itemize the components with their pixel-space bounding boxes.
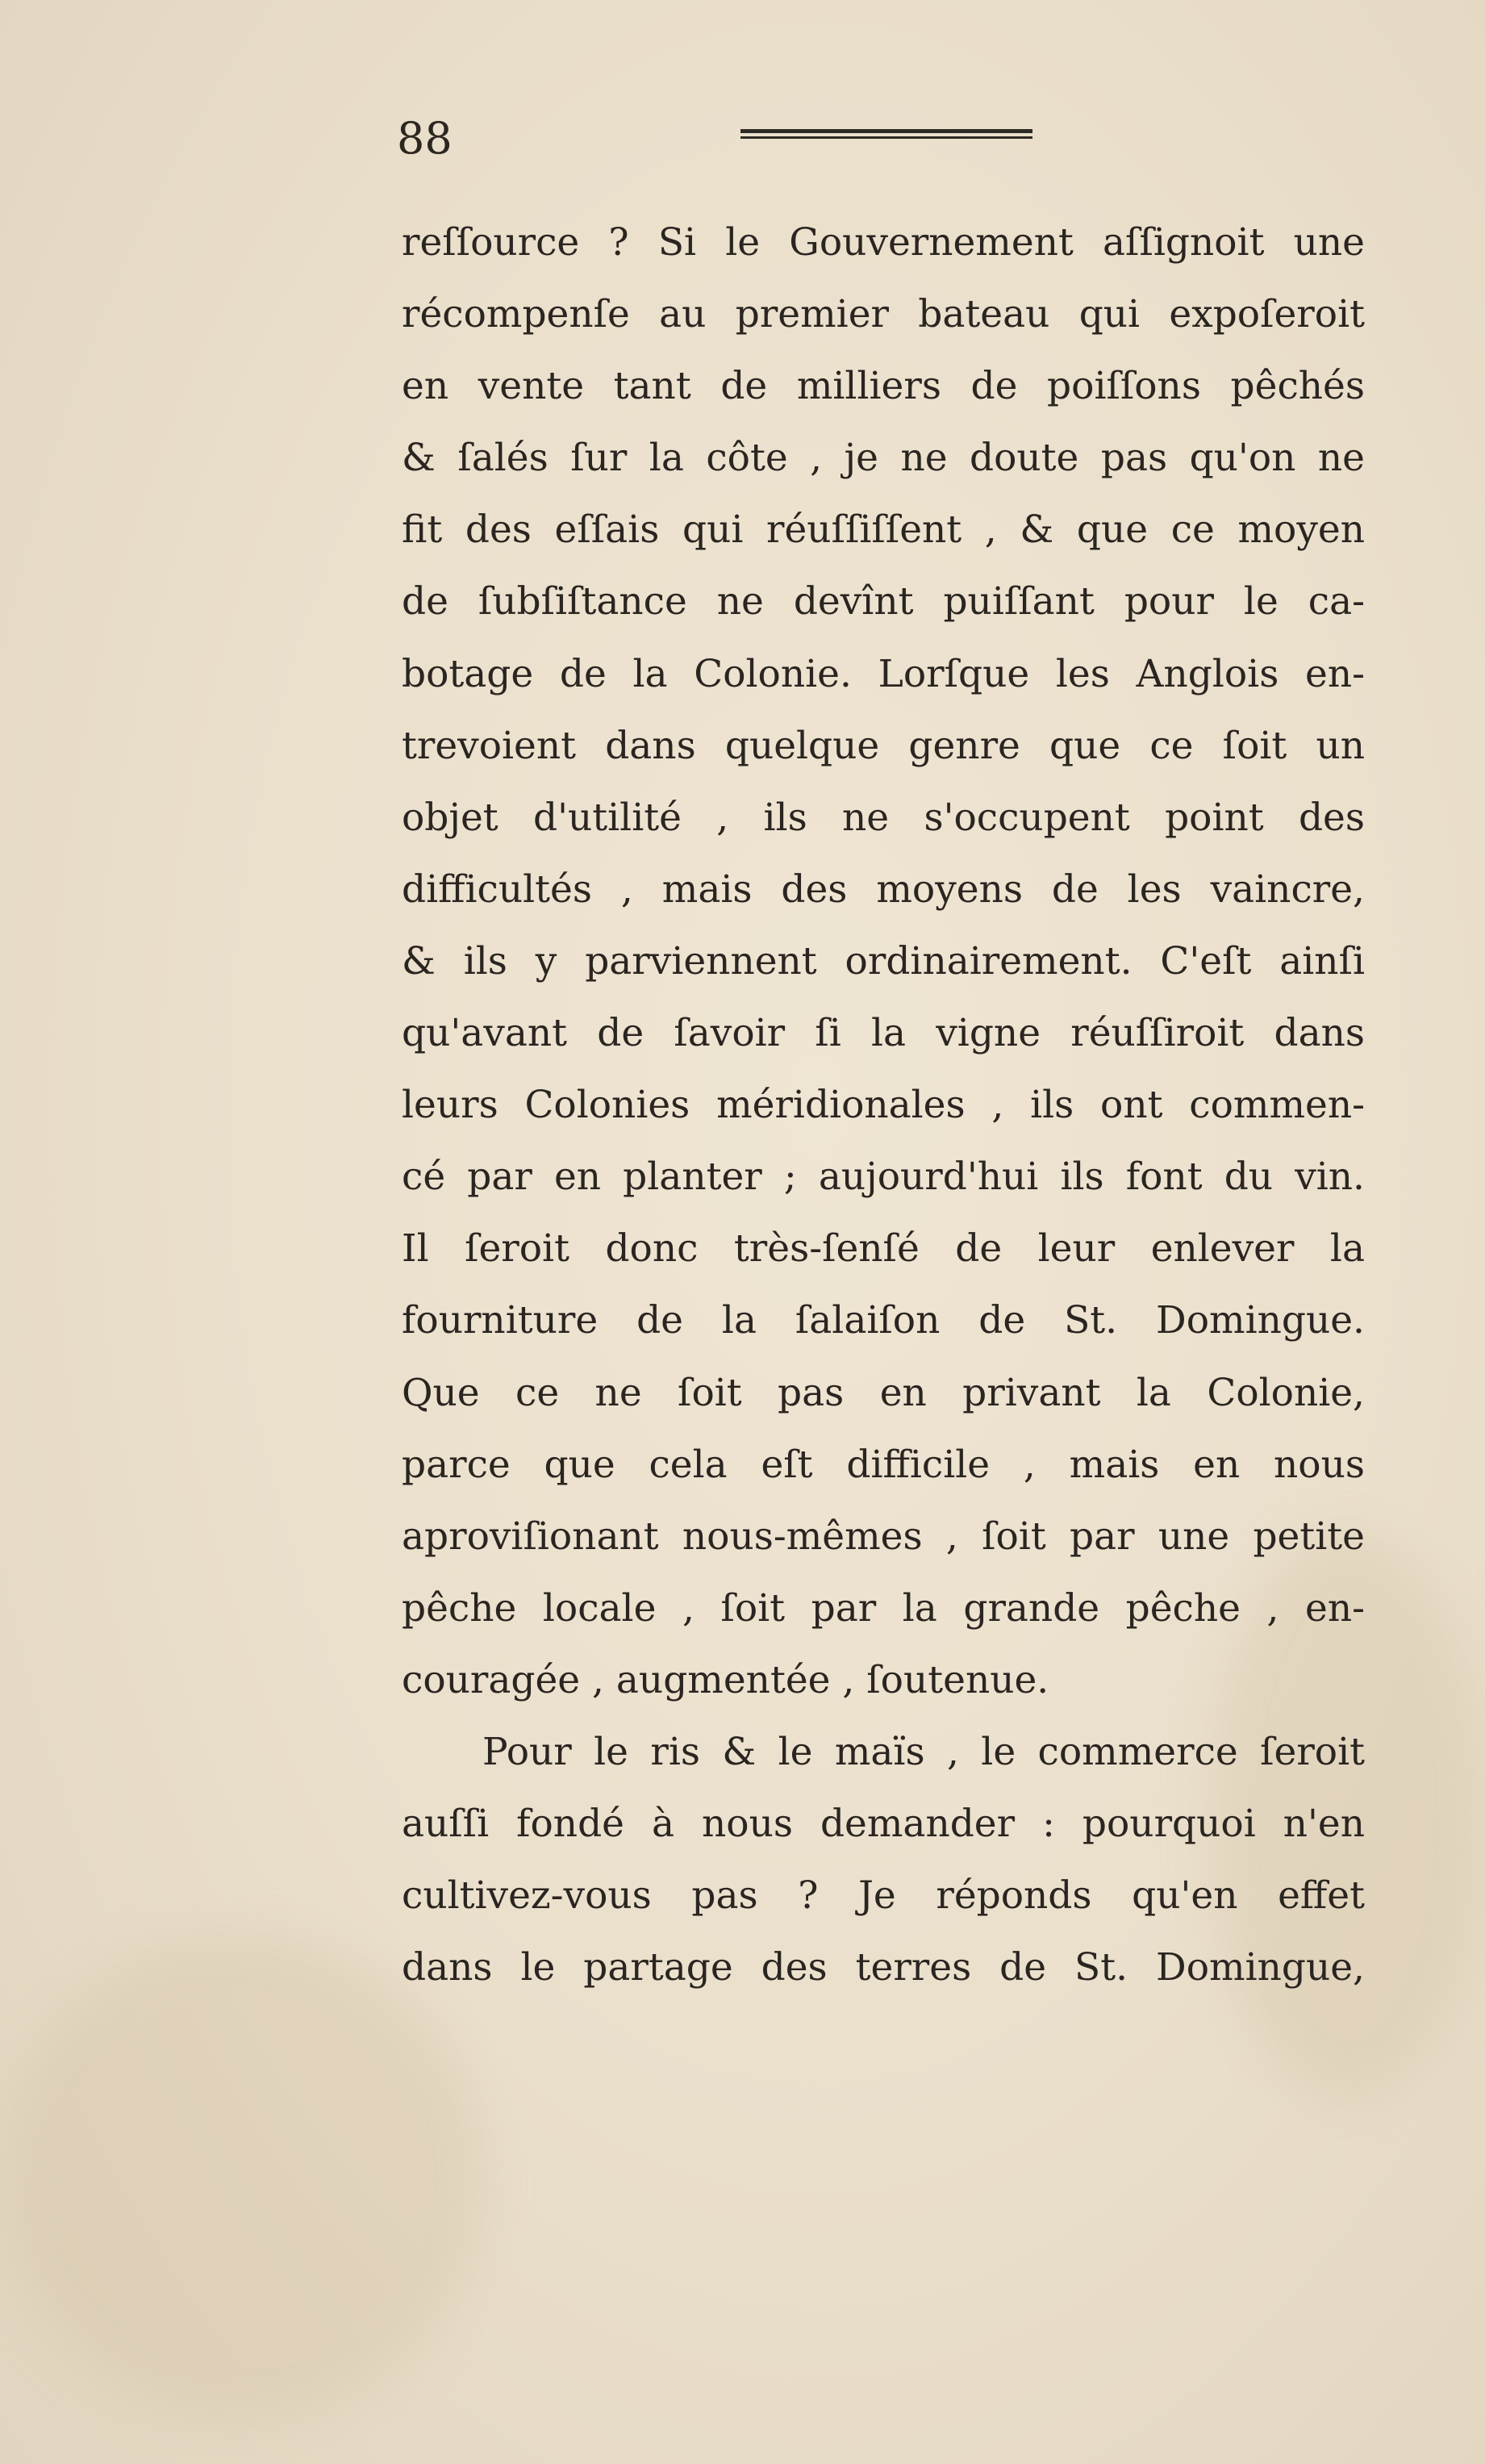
- text-line: couragée , augmentée , ſoutenue.: [402, 1657, 1049, 1702]
- text-line: cé par en planter ; aujourd'hui ils font du vin.: [402, 1155, 1365, 1200]
- text-line: récompenſe au premier bateau qui expoſeroit: [402, 292, 1365, 337]
- text-line: reſſource ? Si le Gouvernement aſſignoit une: [402, 220, 1365, 265]
- text-line: & ſalés ſur la côte , je ne doute pas qu'on ne: [402, 436, 1365, 481]
- text-line: difficultés , mais des moyens de les vaincre,: [402, 867, 1365, 912]
- paragraph-start-line: Pour le ris & le maïs , le commerce ſeroit: [482, 1729, 1365, 1774]
- text-line: dans le partage des terres de St. Domingue,: [402, 1945, 1365, 1990]
- text-line: Il ſeroit donc très-ſenſé de leur enlever la: [402, 1226, 1365, 1272]
- text-line: Que ce ne ſoit pas en privant la Colonie,: [402, 1370, 1365, 1415]
- text-line: trevoient dans quelque genre que ce ſoit un: [402, 723, 1365, 768]
- text-line: fourniture de la ſalaiſon de St. Domingue.: [402, 1298, 1365, 1343]
- text-line: fit des eſſais qui réuſſiſſent , & que ce moyen: [402, 507, 1365, 553]
- text-line: qu'avant de ſavoir ſi la vigne réuſſiroit dans: [402, 1011, 1365, 1056]
- text-line: leurs Colonies méridionales , ils ont commen-: [402, 1083, 1365, 1128]
- text-line: botage de la Colonie. Lorſque les Anglois en-: [402, 651, 1365, 696]
- text-line: cultivez-vous pas ? Je réponds qu'en effet: [402, 1873, 1365, 1919]
- text-line: pêche locale , ſoit par la grande pêche , en-: [402, 1585, 1365, 1631]
- text-line: objet d'utilité , ils ne s'occupent point des: [402, 795, 1365, 840]
- text-line: de ſubſiſtance ne devînt puiſſant pour le ca-: [402, 579, 1365, 624]
- text-line: parce que cela eſt difficile , mais en nous: [402, 1442, 1365, 1487]
- text-line: auſſi fondé à nous demander : pourquoi n'en: [402, 1802, 1365, 1847]
- body-text: [402, 207, 1365, 2003]
- text-line: en vente tant de milliers de poiſſons pêchés: [402, 364, 1365, 409]
- paper-stain: [0, 1936, 484, 2420]
- header-rule: [740, 129, 1032, 147]
- text-line: & ils y parviennent ordinairement. C'eſt ainſi: [402, 938, 1365, 984]
- page-number: 88: [397, 113, 453, 164]
- text-line: aproviſionant nous-mêmes , ſoit par une petite: [402, 1514, 1365, 1559]
